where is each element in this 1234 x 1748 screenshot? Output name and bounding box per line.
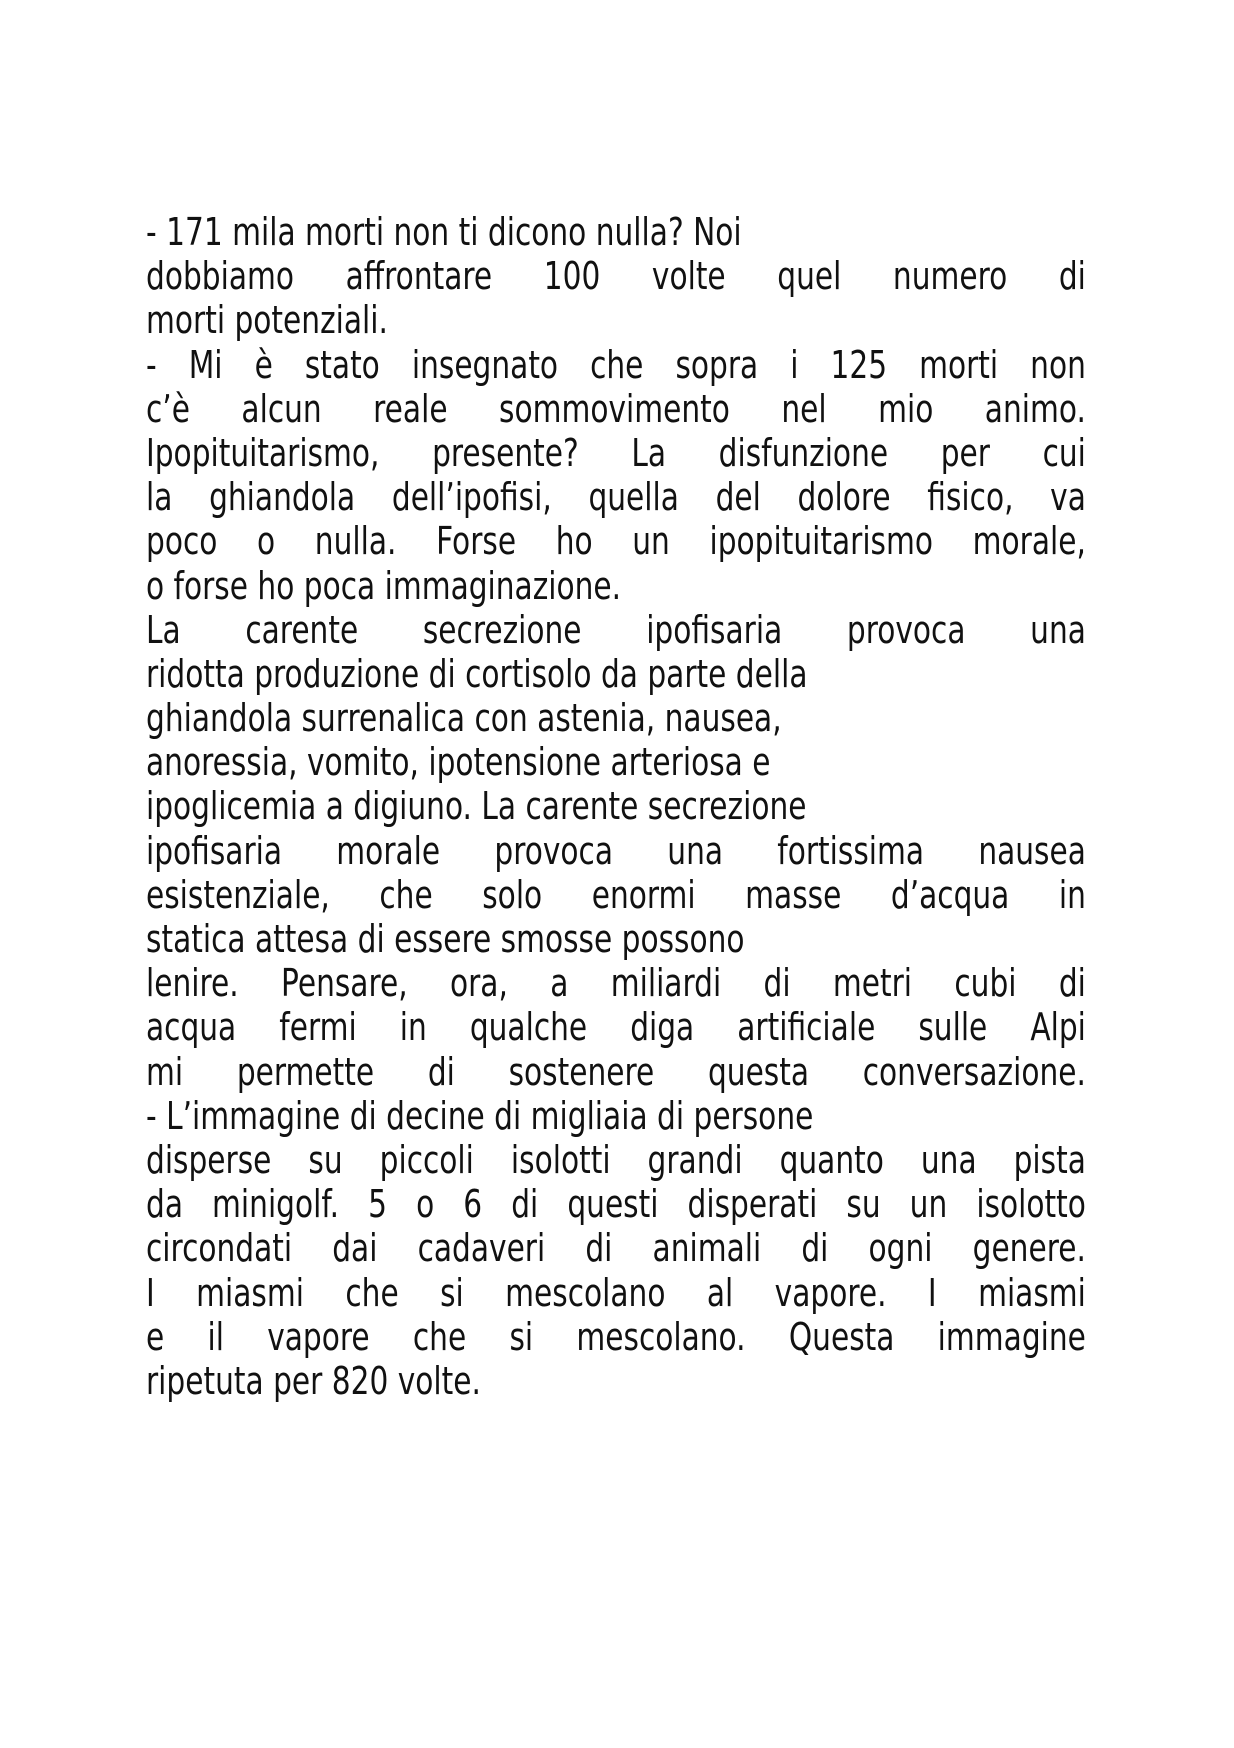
text-line: lenire. Pensare, ora, a miliardi di metri cubi di bbox=[146, 961, 1086, 1006]
text-line: ghiandola surrenalica con astenia, nausea, bbox=[146, 696, 782, 741]
text-line: da minigolf. 5 o 6 di questi disperati su un isolotto bbox=[146, 1182, 1086, 1227]
text-line: La carente secrezione ipofisaria provoca una bbox=[146, 607, 1086, 652]
body-text bbox=[146, 210, 1086, 1403]
text-line: poco o nulla. Forse ho un ipopituitarismo morale, bbox=[146, 519, 1086, 564]
text-line: circondati dai cadaveri di animali di ogni genere. bbox=[146, 1226, 1086, 1271]
text-line: - Mi è stato insegnato che sopra i 125 morti non bbox=[146, 342, 1086, 387]
text-line: dobbiamo affrontare 100 volte quel numero di bbox=[146, 254, 1086, 299]
text-line: ipoglicemia a digiuno. La carente secrezione bbox=[146, 784, 807, 829]
text-line: la ghiandola dell’ipofisi, quella del dolore fisico, va bbox=[146, 475, 1086, 520]
text-line: ripetuta per 820 volte. bbox=[146, 1358, 481, 1403]
text-line: ridotta produzione di cortisolo da parte della bbox=[146, 651, 808, 696]
text-line: o forse ho poca immaginazione. bbox=[146, 563, 622, 608]
text-line: morti potenziali. bbox=[146, 298, 388, 343]
text-line: - L’immagine di decine di migliaia di persone bbox=[146, 1093, 814, 1138]
text-line: - 171 mila morti non ti dicono nulla? Noi bbox=[146, 210, 742, 254]
text-line: I miasmi che si mescolano al vapore. I miasmi bbox=[146, 1270, 1086, 1315]
text-line: ipofisaria morale provoca una fortissima nausea bbox=[146, 828, 1086, 873]
text-line: e il vapore che si mescolano. Questa immagine bbox=[146, 1314, 1086, 1359]
text-line: disperse su piccoli isolotti grandi quanto una pista bbox=[146, 1137, 1086, 1182]
text-line: acqua fermi in qualche diga artificiale sulle Alpi bbox=[146, 1005, 1086, 1050]
text-line: Ipopituitarismo, presente? La disfunzione per cui bbox=[146, 430, 1086, 475]
text-line: c’è alcun reale sommovimento nel mio animo. bbox=[146, 386, 1086, 431]
text-line: statica attesa di essere smosse possono bbox=[146, 917, 745, 961]
text-line: mi permette di sostenere questa conversazione. bbox=[146, 1049, 1086, 1094]
text-line: anoressia, vomito, ipotensione arteriosa e bbox=[146, 740, 771, 785]
text-line: esistenziale, che solo enormi masse d’acqua in bbox=[146, 872, 1086, 917]
